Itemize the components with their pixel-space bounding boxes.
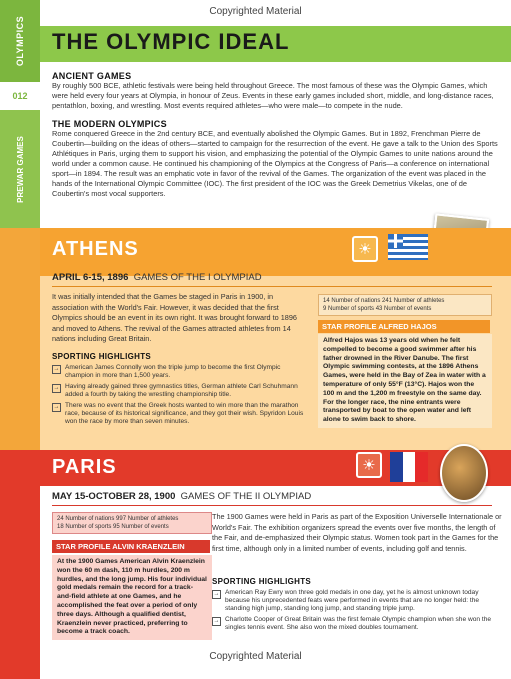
athens-divider bbox=[52, 286, 492, 287]
greece-flag-icon bbox=[388, 234, 428, 260]
ancient-games-heading: ANCIENT GAMES bbox=[52, 71, 132, 81]
athens-dateline: APRIL 6-15, 1896 GAMES OF THE I OLYMPIAD bbox=[52, 272, 262, 283]
paris-profile-text: At the 1900 Games American Alvin Kraenzlein won the 60 m dash, 110 m hurdles, 200 m hurdles, and the long jump. His four individual gold medals remain the record for a track-and-field athlete at one Games, and he accomplished the feat over a period of only three days. Although a qualified dentist, Kraenzlein never practiced, preferring to become a track coach. bbox=[52, 555, 212, 640]
athens-stats-line-1: 14 Number of nations 241 Number of athletes bbox=[323, 298, 445, 304]
paris-intro-text: The 1900 Games were held in Paris as part of the Exposition Universelle Internationale or World's Fair. The exhibition organizers spread the events over five months, the length of the Fair, and de-emphasized their Olympic status. Women took part in the Games for the first time, although only in a limited number of events, including golf and tennis. bbox=[212, 512, 502, 553]
arrow-icon: → bbox=[53, 385, 60, 391]
modern-olympics-text: Rome conquered Greece in the 2nd century BCE, and eventually abolished the Olympic Games. But in 1892, Frenchman Pierre de Coubertin—building on the ideas of others—started to campaign for the resurrection of the event. He gave a talk to the Union des Sports Athlétiques in Paris, urging them to support his vision, and emphasizing the potential of the Olympic Games to unite nations around the world under a common cause. He continued his championing of the Olympics at the Congress of Paris—a conference on international sport—in 1894. The result was an emphatic vote in favor of the revival of the Games. The organization of the event was placed in the hands of the International Olympic Committee (IOC). The first president of the IOC was the Greek Demetrius Vikelas, one of de Coubertin's most vocal supporters. bbox=[52, 129, 498, 198]
france-flag-icon bbox=[390, 452, 428, 482]
arrow-icon: → bbox=[53, 366, 60, 372]
arrow-icon: → bbox=[213, 591, 220, 597]
athens-profile-heading: STAR PROFILE ALFRED HAJOS bbox=[318, 320, 490, 333]
paris-highlights-list bbox=[212, 589, 502, 632]
athens-intro-text: It was initially intended that the Games be staged in Paris in 1900, in association with the World's Fair. However, it was decided that the first Olympics should be an event in its own right. It was brought forward to 1896 and moved to Athens. The revival of the Games attracted athletes from 14 nations including Great Britain. bbox=[52, 292, 297, 343]
ancient-games-text: By roughly 500 BCE, athletic festivals were being held throughout Greece. The most famous of these was the Olympic Games, which were held every four years at Olympia, in honour of Zeus. Events in these early games included short, middle, and long-distance races, pentathlon, boxing, and wrestling. Most events required athletes—who were male—to compete in the nude. bbox=[52, 81, 494, 110]
paris-stats-line-1: 24 Number of nations 997 Number of athletes bbox=[57, 516, 179, 522]
sidebar-paris-band bbox=[0, 450, 40, 679]
watermark-bottom: Copyrighted Material bbox=[209, 651, 302, 662]
list-item: → There was no event that the Greek hosts wanted to win more than the marathon race, because of its historical significance, and they got their wish. Spyridon Louis won the race by more than seven minutes. bbox=[53, 402, 304, 425]
athens-highlights-list bbox=[52, 364, 310, 426]
page-title: THE OLYMPIC IDEAL bbox=[52, 29, 290, 54]
sidebar-section-label: OLYMPICS bbox=[15, 15, 25, 67]
sun-emblem-icon: ☀ bbox=[356, 452, 382, 478]
list-item: → American James Connolly won the triple jump to become the first Olympic champion in more than 1,500 years. bbox=[53, 364, 281, 379]
sidebar-athens-band bbox=[0, 228, 40, 450]
paris-highlights-heading: SPORTING HIGHLIGHTS bbox=[212, 577, 312, 586]
arrow-icon: → bbox=[53, 404, 60, 410]
athens-profile-text: Alfred Hajos was 13 years old when he felt compelled to become a good swimmer after his father drowned in the River Danube. The first Olympic swimming contests, at the 1896 Athens Games, were held in the Bay of Zea in water with a temperature of only 55°F (13°C). Hajos won the 100 m and the 1,200 m freestyle on the same day. For the longer race, the nine entrants were transported by boat to the open water and left alone to swim back to shore. bbox=[318, 334, 492, 428]
sun-emblem-icon: ☀ bbox=[352, 236, 378, 262]
paris-medal-image bbox=[440, 444, 488, 502]
paris-dateline: MAY 15-OCTOBER 28, 1900 GAMES OF THE II OLYMPIAD bbox=[52, 491, 312, 502]
athens-city-title: ATHENS bbox=[52, 238, 139, 260]
paris-divider bbox=[52, 505, 492, 506]
athens-stats-line-2: 9 Number of sports 43 Number of events bbox=[323, 306, 432, 312]
paris-city-title: PARIS bbox=[52, 456, 117, 478]
page-number: 012 bbox=[0, 82, 40, 110]
paris-stats-box bbox=[52, 512, 212, 534]
paris-stats-line-2: 18 Number of sports 95 Number of events bbox=[57, 524, 169, 530]
modern-olympics-heading: THE MODERN OLYMPICS bbox=[52, 119, 167, 129]
sidebar-chapter-label: PREWAR GAMES bbox=[0, 110, 40, 228]
arrow-icon: → bbox=[213, 618, 220, 624]
watermark-top: Copyrighted Material bbox=[209, 6, 302, 17]
list-item: → Having already gained three gymnastics titles, German athlete Carl Schuhmann added a fourth by taking the wrestling championship title. bbox=[53, 383, 298, 398]
athens-stats-box bbox=[318, 294, 492, 316]
paris-profile-heading: STAR PROFILE ALVIN KRAENZLEIN bbox=[52, 540, 210, 553]
athens-highlights-heading: SPORTING HIGHLIGHTS bbox=[52, 352, 152, 361]
list-item: → American Ray Ewry won three gold medals in one day, yet he is almost unknown today because his unprecedented feats were performed in events that are no longer held: the standing high jump, standing long jump, and standing triple jump. bbox=[213, 589, 480, 612]
list-item: → Charlotte Cooper of Great Britain was the first female Olympic champion when she won the singles tennis event. She also won the mixed doubles tournament. bbox=[213, 616, 492, 631]
